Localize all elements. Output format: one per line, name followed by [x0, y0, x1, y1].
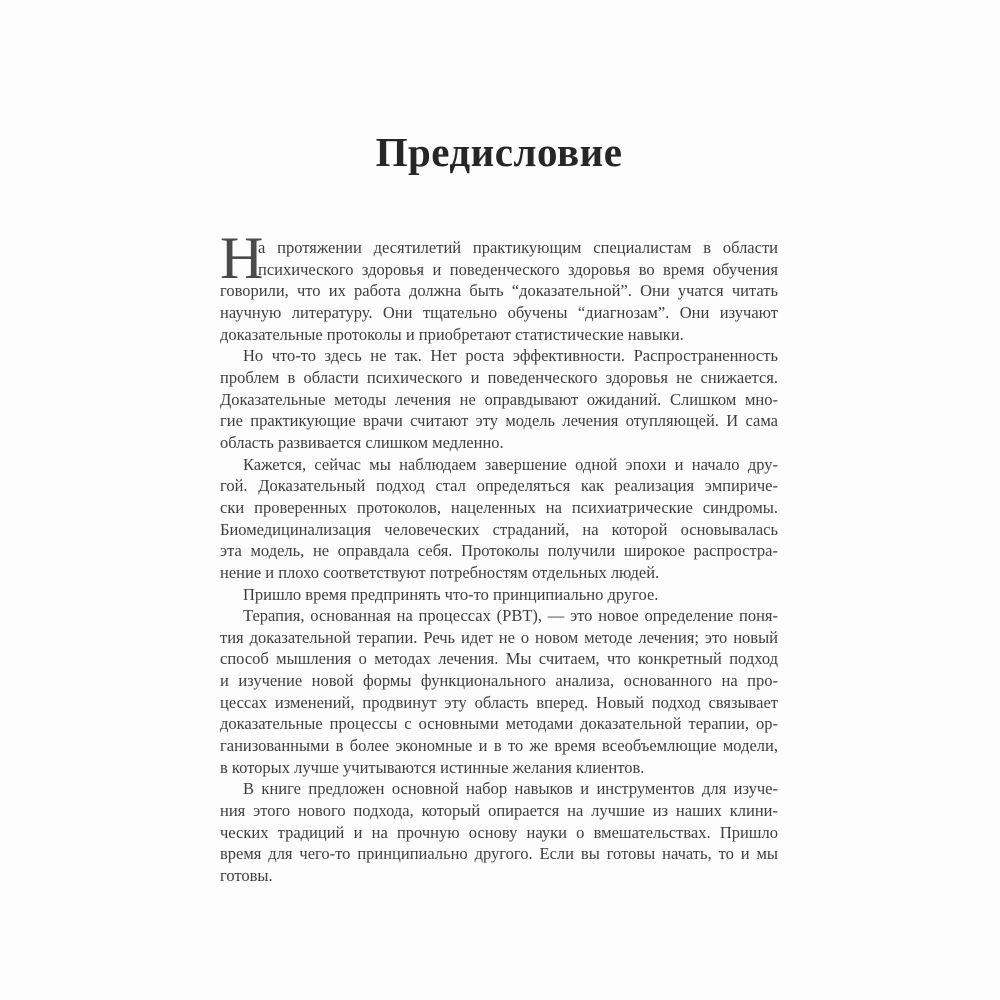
text-line: говорили, что их работа должна быть “доказательной”. Они учатся читать	[220, 281, 778, 301]
text-line: доказательные протоколы и приобретают статистические навыки.	[220, 324, 684, 344]
text-line: Терапия, основанная на процессах (PBT), — это новое определение поня-	[243, 606, 778, 626]
text-line: ния этого нового подхода, который опирается на лучшие из наших клини-	[220, 801, 778, 821]
text-line: тия доказательной терапии. Речь идет не о новом методе лечения; это новый	[220, 627, 778, 647]
text-line: ганизованными в более экономные и в то же время всеобъемлющие модели,	[220, 736, 778, 756]
paragraph	[220, 225, 778, 345]
text-line: психического здоровья и поведенческого здоровья во время обучения	[258, 259, 778, 279]
paragraph	[220, 584, 778, 606]
text-line: нение и плохо соответствуют потребностям отдельных людей.	[220, 562, 660, 582]
text-line: проблем в области психического и поведенческого здоровья не снижается.	[220, 367, 778, 387]
paragraph	[220, 605, 778, 778]
text-line: способ мышления о методах лечения. Мы считаем, что конкретный подход	[220, 649, 778, 669]
text-line: Но что-то здесь не так. Нет роста эффективности. Распространенность	[243, 346, 778, 366]
text-line: ски проверенных протоколов, нацеленных на психиатрические синдромы.	[220, 497, 778, 517]
text-line: и изучение новой формы функционального анализа, основанного на про-	[220, 671, 778, 691]
paragraph	[220, 345, 778, 453]
text-line: Доказательные методы лечения не оправдывают ожиданий. Слишком мно-	[220, 389, 778, 409]
text-line: ческих традиций и на прочную основу науки о вмешательствах. Пришло	[220, 822, 778, 842]
text-line: В книге предложен основной набор навыков и инструментов для изуче-	[243, 779, 778, 799]
text-line: гой. Доказательный подход стал определяться как реализация эмпириче-	[220, 476, 778, 496]
paragraph	[220, 778, 778, 886]
text-line: область развивается слишком медленно.	[220, 432, 504, 452]
text-line: научную литературу. Они тщательно обучены “диагнозам”. Они изучают	[220, 302, 778, 322]
text-line: эта модель, не оправдала себя. Протоколы получили широкое распростра-	[220, 541, 778, 561]
text-line: Пришло время предпринять что-то принципиально другое.	[243, 584, 659, 604]
text-line: доказательные процессы с основными методами доказательной терапии, ор-	[220, 714, 778, 734]
text-line: цессах изменений, продвинут эту область вперед. Новый подход связывает	[220, 692, 778, 712]
text-line: Биомедицинализация человеческих страданий, на которой основывалась	[220, 519, 778, 539]
text-line: время для чего-то принципиально другого. Если вы готовы начать, то и мы	[220, 844, 778, 864]
text-line: а протяжении десятилетий практикующим специалистам в области	[258, 238, 778, 257]
text-block	[220, 225, 778, 887]
text-line: готовы.	[220, 866, 273, 886]
text-line: гие практикующие врачи считают эту модель лечения отупляющей. И сама	[220, 411, 778, 431]
drop-cap: Н	[220, 225, 264, 291]
text-line: Кажется, сейчас мы наблюдаем завершение одной эпохи и начало дру-	[243, 454, 778, 474]
paragraph	[220, 454, 778, 584]
page-title: Предисловие	[375, 129, 623, 175]
text-line: в которых лучше учитываются истинные желания клиентов.	[220, 757, 645, 777]
